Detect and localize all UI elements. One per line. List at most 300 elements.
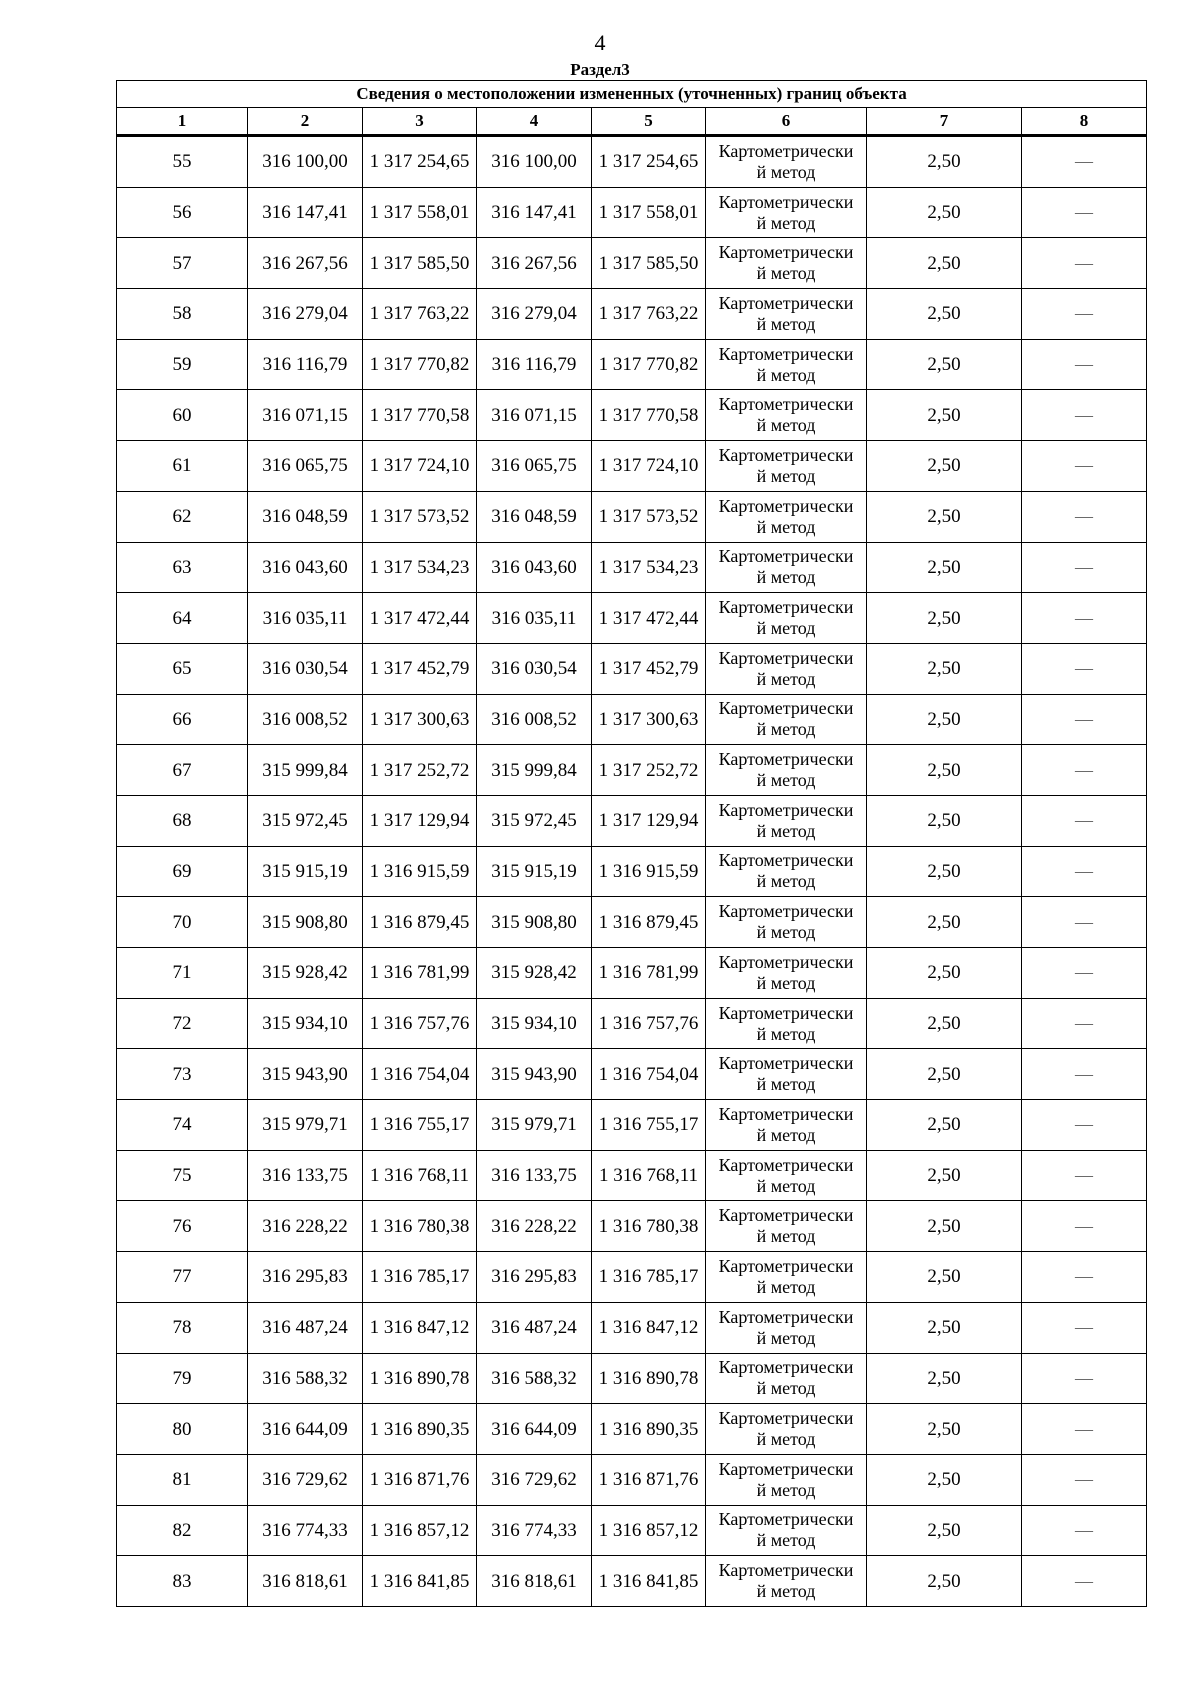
method-cell bbox=[706, 491, 867, 542]
accuracy-cell: 2,50 bbox=[867, 542, 1022, 593]
accuracy-cell: 2,50 bbox=[867, 694, 1022, 745]
method-line-1: Картометрически bbox=[718, 444, 854, 465]
accuracy-cell: 2,50 bbox=[867, 1404, 1022, 1455]
table-row bbox=[117, 1556, 1147, 1607]
x-existing-cell: 315 934,10 bbox=[248, 998, 363, 1049]
method-line-2: й метод bbox=[756, 1479, 816, 1500]
method-line-2: й метод bbox=[756, 922, 816, 943]
x-existing-cell: 316 279,04 bbox=[248, 289, 363, 340]
note-cell: — bbox=[1022, 491, 1147, 542]
x-new-cell: 316 818,61 bbox=[477, 1556, 592, 1607]
y-new-cell: 1 317 534,23 bbox=[592, 542, 706, 593]
table-row bbox=[117, 136, 1147, 188]
table-row bbox=[117, 998, 1147, 1049]
y-existing-cell: 1 317 585,50 bbox=[363, 238, 477, 289]
x-existing-cell: 316 071,15 bbox=[248, 390, 363, 441]
x-existing-cell: 316 228,22 bbox=[248, 1201, 363, 1252]
method-line-1: Картометрически bbox=[718, 1509, 854, 1530]
method-line-1: Картометрически bbox=[718, 1002, 854, 1023]
x-new-cell: 316 116,79 bbox=[477, 339, 592, 390]
y-new-cell: 1 316 857,12 bbox=[592, 1505, 706, 1556]
y-existing-cell: 1 317 724,10 bbox=[363, 441, 477, 492]
method-line-2: й метод bbox=[756, 719, 816, 740]
note-cell: — bbox=[1022, 1049, 1147, 1100]
y-existing-cell: 1 317 129,94 bbox=[363, 795, 477, 846]
table-row bbox=[117, 1150, 1147, 1201]
accuracy-cell: 2,50 bbox=[867, 1100, 1022, 1151]
y-existing-cell: 1 316 847,12 bbox=[363, 1302, 477, 1353]
x-new-cell: 315 908,80 bbox=[477, 897, 592, 948]
method-line-2: й метод bbox=[756, 263, 816, 284]
point-number-cell: 55 bbox=[117, 136, 248, 188]
note-cell: — bbox=[1022, 1100, 1147, 1151]
method-line-2: й метод bbox=[756, 1327, 816, 1348]
method-line-1: Картометрически bbox=[718, 191, 854, 212]
method-line-2: й метод bbox=[756, 1226, 816, 1247]
x-existing-cell: 316 100,00 bbox=[248, 136, 363, 188]
table-row bbox=[117, 1353, 1147, 1404]
column-number-row bbox=[117, 108, 1147, 136]
point-number-cell: 83 bbox=[117, 1556, 248, 1607]
y-existing-cell: 1 316 755,17 bbox=[363, 1100, 477, 1151]
y-new-cell: 1 316 847,12 bbox=[592, 1302, 706, 1353]
method-cell bbox=[706, 1556, 867, 1607]
y-existing-cell: 1 316 890,78 bbox=[363, 1353, 477, 1404]
method-cell bbox=[706, 441, 867, 492]
point-number-cell: 58 bbox=[117, 289, 248, 340]
coordinates-table bbox=[116, 80, 1147, 1607]
method-cell bbox=[706, 643, 867, 694]
method-cell bbox=[706, 795, 867, 846]
y-new-cell: 1 316 781,99 bbox=[592, 948, 706, 999]
method-line-1: Картометрически bbox=[718, 1154, 854, 1175]
x-new-cell: 315 934,10 bbox=[477, 998, 592, 1049]
table-row bbox=[117, 1201, 1147, 1252]
note-cell: — bbox=[1022, 1252, 1147, 1303]
y-existing-cell: 1 316 915,59 bbox=[363, 846, 477, 897]
method-line-1: Картометрически bbox=[718, 799, 854, 820]
y-new-cell: 1 317 300,63 bbox=[592, 694, 706, 745]
point-number-cell: 81 bbox=[117, 1454, 248, 1505]
method-cell bbox=[706, 238, 867, 289]
method-line-1: Картометрически bbox=[718, 647, 854, 668]
note-cell: — bbox=[1022, 846, 1147, 897]
method-line-1: Картометрически bbox=[718, 1053, 854, 1074]
table-row bbox=[117, 897, 1147, 948]
method-line-2: й метод bbox=[756, 1530, 816, 1551]
x-existing-cell: 316 818,61 bbox=[248, 1556, 363, 1607]
method-line-1: Картометрически bbox=[718, 495, 854, 516]
note-cell: — bbox=[1022, 795, 1147, 846]
x-new-cell: 315 999,84 bbox=[477, 745, 592, 796]
note-cell: — bbox=[1022, 897, 1147, 948]
method-line-1: Картометрически bbox=[718, 242, 854, 263]
accuracy-cell: 2,50 bbox=[867, 187, 1022, 238]
method-cell bbox=[706, 897, 867, 948]
note-cell: — bbox=[1022, 643, 1147, 694]
y-new-cell: 1 316 757,76 bbox=[592, 998, 706, 1049]
method-cell bbox=[706, 542, 867, 593]
table-row bbox=[117, 1454, 1147, 1505]
method-line-1: Картометрически bbox=[718, 1458, 854, 1479]
x-existing-cell: 316 030,54 bbox=[248, 643, 363, 694]
y-existing-cell: 1 316 780,38 bbox=[363, 1201, 477, 1252]
table-row bbox=[117, 390, 1147, 441]
y-new-cell: 1 317 585,50 bbox=[592, 238, 706, 289]
method-cell bbox=[706, 1505, 867, 1556]
y-new-cell: 1 316 879,45 bbox=[592, 897, 706, 948]
table-row bbox=[117, 441, 1147, 492]
note-cell: — bbox=[1022, 136, 1147, 188]
accuracy-cell: 2,50 bbox=[867, 1252, 1022, 1303]
table-row bbox=[117, 694, 1147, 745]
y-existing-cell: 1 317 558,01 bbox=[363, 187, 477, 238]
accuracy-cell: 2,50 bbox=[867, 289, 1022, 340]
y-existing-cell: 1 316 879,45 bbox=[363, 897, 477, 948]
x-new-cell: 316 065,75 bbox=[477, 441, 592, 492]
note-cell: — bbox=[1022, 339, 1147, 390]
note-cell: — bbox=[1022, 542, 1147, 593]
method-line-2: й метод bbox=[756, 820, 816, 841]
accuracy-cell: 2,50 bbox=[867, 1556, 1022, 1607]
method-cell bbox=[706, 846, 867, 897]
table-row bbox=[117, 948, 1147, 999]
note-cell: — bbox=[1022, 593, 1147, 644]
table-row bbox=[117, 795, 1147, 846]
page-number: 4 bbox=[594, 30, 606, 55]
y-new-cell: 1 317 770,58 bbox=[592, 390, 706, 441]
x-existing-cell: 316 295,83 bbox=[248, 1252, 363, 1303]
x-existing-cell: 315 999,84 bbox=[248, 745, 363, 796]
note-cell: — bbox=[1022, 1404, 1147, 1455]
method-cell bbox=[706, 1302, 867, 1353]
point-number-cell: 66 bbox=[117, 694, 248, 745]
method-cell bbox=[706, 1404, 867, 1455]
x-existing-cell: 316 774,33 bbox=[248, 1505, 363, 1556]
method-line-1: Картометрически bbox=[718, 850, 854, 871]
point-number-cell: 62 bbox=[117, 491, 248, 542]
x-new-cell: 316 774,33 bbox=[477, 1505, 592, 1556]
method-line-1: Картометрически bbox=[718, 140, 854, 161]
note-cell: — bbox=[1022, 745, 1147, 796]
table-row bbox=[117, 1100, 1147, 1151]
point-number-cell: 76 bbox=[117, 1201, 248, 1252]
point-number-cell: 74 bbox=[117, 1100, 248, 1151]
y-existing-cell: 1 317 770,82 bbox=[363, 339, 477, 390]
x-existing-cell: 316 487,24 bbox=[248, 1302, 363, 1353]
accuracy-cell: 2,50 bbox=[867, 593, 1022, 644]
method-line-1: Картометрически bbox=[718, 343, 854, 364]
method-line-1: Картометрически bbox=[718, 749, 854, 770]
y-existing-cell: 1 316 781,99 bbox=[363, 948, 477, 999]
x-existing-cell: 315 908,80 bbox=[248, 897, 363, 948]
point-number-cell: 72 bbox=[117, 998, 248, 1049]
x-new-cell: 316 008,52 bbox=[477, 694, 592, 745]
y-existing-cell: 1 316 841,85 bbox=[363, 1556, 477, 1607]
note-cell: — bbox=[1022, 1556, 1147, 1607]
y-new-cell: 1 317 252,72 bbox=[592, 745, 706, 796]
accuracy-cell: 2,50 bbox=[867, 339, 1022, 390]
accuracy-cell: 2,50 bbox=[867, 441, 1022, 492]
x-existing-cell: 316 043,60 bbox=[248, 542, 363, 593]
method-cell bbox=[706, 390, 867, 441]
note-cell: — bbox=[1022, 1302, 1147, 1353]
y-existing-cell: 1 317 452,79 bbox=[363, 643, 477, 694]
y-new-cell: 1 317 770,82 bbox=[592, 339, 706, 390]
x-existing-cell: 315 972,45 bbox=[248, 795, 363, 846]
table-row bbox=[117, 238, 1147, 289]
point-number-cell: 77 bbox=[117, 1252, 248, 1303]
y-new-cell: 1 316 754,04 bbox=[592, 1049, 706, 1100]
note-cell: — bbox=[1022, 948, 1147, 999]
x-existing-cell: 316 048,59 bbox=[248, 491, 363, 542]
x-new-cell: 316 048,59 bbox=[477, 491, 592, 542]
note-cell: — bbox=[1022, 1353, 1147, 1404]
point-number-cell: 56 bbox=[117, 187, 248, 238]
y-existing-cell: 1 317 763,22 bbox=[363, 289, 477, 340]
table-row bbox=[117, 846, 1147, 897]
point-number-cell: 71 bbox=[117, 948, 248, 999]
point-number-cell: 79 bbox=[117, 1353, 248, 1404]
x-existing-cell: 316 588,32 bbox=[248, 1353, 363, 1404]
method-line-2: й метод bbox=[756, 668, 816, 689]
x-existing-cell: 315 928,42 bbox=[248, 948, 363, 999]
y-existing-cell: 1 316 757,76 bbox=[363, 998, 477, 1049]
accuracy-cell: 2,50 bbox=[867, 491, 1022, 542]
y-existing-cell: 1 317 252,72 bbox=[363, 745, 477, 796]
method-line-1: Картометрически bbox=[718, 1408, 854, 1429]
table-row bbox=[117, 187, 1147, 238]
x-existing-cell: 316 116,79 bbox=[248, 339, 363, 390]
table-row bbox=[117, 1049, 1147, 1100]
method-line-1: Картометрически bbox=[718, 901, 854, 922]
x-new-cell: 316 071,15 bbox=[477, 390, 592, 441]
point-number-cell: 78 bbox=[117, 1302, 248, 1353]
accuracy-cell: 2,50 bbox=[867, 1454, 1022, 1505]
method-line-2: й метод bbox=[756, 313, 816, 334]
method-line-2: й метод bbox=[756, 1378, 816, 1399]
x-existing-cell: 315 979,71 bbox=[248, 1100, 363, 1151]
accuracy-cell: 2,50 bbox=[867, 1049, 1022, 1100]
accuracy-cell: 2,50 bbox=[867, 643, 1022, 694]
column-number-6: 6 bbox=[706, 108, 867, 136]
method-line-1: Картометрически bbox=[718, 1357, 854, 1378]
method-line-2: й метод bbox=[756, 1429, 816, 1450]
method-line-2: й метод bbox=[756, 1581, 816, 1602]
method-cell bbox=[706, 593, 867, 644]
note-cell: — bbox=[1022, 694, 1147, 745]
y-new-cell: 1 316 890,78 bbox=[592, 1353, 706, 1404]
column-number-5: 5 bbox=[592, 108, 706, 136]
method-line-1: Картометрически bbox=[718, 951, 854, 972]
method-cell bbox=[706, 998, 867, 1049]
point-number-cell: 59 bbox=[117, 339, 248, 390]
column-number-4: 4 bbox=[477, 108, 592, 136]
x-existing-cell: 316 008,52 bbox=[248, 694, 363, 745]
column-number-1: 1 bbox=[117, 108, 248, 136]
note-cell: — bbox=[1022, 998, 1147, 1049]
y-new-cell: 1 317 573,52 bbox=[592, 491, 706, 542]
y-new-cell: 1 316 915,59 bbox=[592, 846, 706, 897]
y-new-cell: 1 316 890,35 bbox=[592, 1404, 706, 1455]
method-line-1: Картометрически bbox=[718, 1205, 854, 1226]
x-new-cell: 316 729,62 bbox=[477, 1454, 592, 1505]
method-cell bbox=[706, 339, 867, 390]
accuracy-cell: 2,50 bbox=[867, 998, 1022, 1049]
method-line-2: й метод bbox=[756, 1023, 816, 1044]
x-existing-cell: 316 065,75 bbox=[248, 441, 363, 492]
point-number-cell: 70 bbox=[117, 897, 248, 948]
point-number-cell: 57 bbox=[117, 238, 248, 289]
point-number-cell: 63 bbox=[117, 542, 248, 593]
method-cell bbox=[706, 948, 867, 999]
column-number-2: 2 bbox=[248, 108, 363, 136]
note-cell: — bbox=[1022, 441, 1147, 492]
method-line-2: й метод bbox=[756, 871, 816, 892]
column-number-3: 3 bbox=[363, 108, 477, 136]
method-cell bbox=[706, 694, 867, 745]
x-new-cell: 316 279,04 bbox=[477, 289, 592, 340]
table-row bbox=[117, 542, 1147, 593]
accuracy-cell: 2,50 bbox=[867, 846, 1022, 897]
accuracy-cell: 2,50 bbox=[867, 1201, 1022, 1252]
note-cell: — bbox=[1022, 1150, 1147, 1201]
y-new-cell: 1 317 129,94 bbox=[592, 795, 706, 846]
method-cell bbox=[706, 745, 867, 796]
accuracy-cell: 2,50 bbox=[867, 390, 1022, 441]
method-line-1: Картометрически bbox=[718, 292, 854, 313]
method-line-2: й метод bbox=[756, 1175, 816, 1196]
method-line-1: Картометрически bbox=[718, 698, 854, 719]
method-cell bbox=[706, 1150, 867, 1201]
y-new-cell: 1 316 785,17 bbox=[592, 1252, 706, 1303]
method-cell bbox=[706, 1201, 867, 1252]
y-existing-cell: 1 317 472,44 bbox=[363, 593, 477, 644]
method-line-1: Картометрически bbox=[718, 597, 854, 618]
method-line-1: Картометрически bbox=[718, 394, 854, 415]
x-existing-cell: 316 035,11 bbox=[248, 593, 363, 644]
y-existing-cell: 1 316 768,11 bbox=[363, 1150, 477, 1201]
column-number-8: 8 bbox=[1022, 108, 1147, 136]
point-number-cell: 80 bbox=[117, 1404, 248, 1455]
point-number-cell: 65 bbox=[117, 643, 248, 694]
x-new-cell: 316 100,00 bbox=[477, 136, 592, 188]
method-line-1: Картометрически bbox=[718, 1103, 854, 1124]
y-new-cell: 1 317 724,10 bbox=[592, 441, 706, 492]
x-new-cell: 316 267,56 bbox=[477, 238, 592, 289]
y-new-cell: 1 316 755,17 bbox=[592, 1100, 706, 1151]
table-row bbox=[117, 339, 1147, 390]
y-new-cell: 1 316 768,11 bbox=[592, 1150, 706, 1201]
method-line-1: Картометрически bbox=[718, 546, 854, 567]
y-new-cell: 1 317 452,79 bbox=[592, 643, 706, 694]
method-line-1: Картометрически bbox=[718, 1306, 854, 1327]
x-existing-cell: 315 915,19 bbox=[248, 846, 363, 897]
table-row bbox=[117, 1252, 1147, 1303]
method-line-2: й метод bbox=[756, 516, 816, 537]
method-line-2: й метод bbox=[756, 618, 816, 639]
point-number-cell: 60 bbox=[117, 390, 248, 441]
y-existing-cell: 1 316 785,17 bbox=[363, 1252, 477, 1303]
note-cell: — bbox=[1022, 1505, 1147, 1556]
point-number-cell: 82 bbox=[117, 1505, 248, 1556]
note-cell: — bbox=[1022, 390, 1147, 441]
x-existing-cell: 316 133,75 bbox=[248, 1150, 363, 1201]
table-row bbox=[117, 289, 1147, 340]
y-new-cell: 1 316 780,38 bbox=[592, 1201, 706, 1252]
method-line-1: Картометрически bbox=[718, 1255, 854, 1276]
y-existing-cell: 1 317 573,52 bbox=[363, 491, 477, 542]
y-new-cell: 1 317 558,01 bbox=[592, 187, 706, 238]
table-row bbox=[117, 491, 1147, 542]
y-existing-cell: 1 317 770,58 bbox=[363, 390, 477, 441]
y-new-cell: 1 317 472,44 bbox=[592, 593, 706, 644]
note-cell: — bbox=[1022, 289, 1147, 340]
x-new-cell: 316 043,60 bbox=[477, 542, 592, 593]
section-title: Раздел3 bbox=[570, 60, 630, 79]
method-cell bbox=[706, 136, 867, 188]
method-cell bbox=[706, 289, 867, 340]
column-number-7: 7 bbox=[867, 108, 1022, 136]
method-line-2: й метод bbox=[756, 212, 816, 233]
table-row bbox=[117, 745, 1147, 796]
method-line-2: й метод bbox=[756, 161, 816, 182]
x-existing-cell: 315 943,90 bbox=[248, 1049, 363, 1100]
method-line-1: Картометрически bbox=[718, 1560, 854, 1581]
table-row bbox=[117, 1505, 1147, 1556]
y-new-cell: 1 316 841,85 bbox=[592, 1556, 706, 1607]
method-line-2: й метод bbox=[756, 415, 816, 436]
x-new-cell: 315 915,19 bbox=[477, 846, 592, 897]
accuracy-cell: 2,50 bbox=[867, 238, 1022, 289]
accuracy-cell: 2,50 bbox=[867, 795, 1022, 846]
y-new-cell: 1 317 763,22 bbox=[592, 289, 706, 340]
note-cell: — bbox=[1022, 187, 1147, 238]
x-existing-cell: 316 267,56 bbox=[248, 238, 363, 289]
table-row bbox=[117, 1404, 1147, 1455]
accuracy-cell: 2,50 bbox=[867, 897, 1022, 948]
y-existing-cell: 1 317 534,23 bbox=[363, 542, 477, 593]
note-cell: — bbox=[1022, 1201, 1147, 1252]
method-line-2: й метод bbox=[756, 770, 816, 791]
note-cell: — bbox=[1022, 1454, 1147, 1505]
accuracy-cell: 2,50 bbox=[867, 1150, 1022, 1201]
point-number-cell: 68 bbox=[117, 795, 248, 846]
x-new-cell: 316 030,54 bbox=[477, 643, 592, 694]
note-cell: — bbox=[1022, 238, 1147, 289]
table-body bbox=[117, 136, 1147, 1607]
x-new-cell: 316 147,41 bbox=[477, 187, 592, 238]
y-existing-cell: 1 317 300,63 bbox=[363, 694, 477, 745]
x-new-cell: 315 972,45 bbox=[477, 795, 592, 846]
y-existing-cell: 1 316 871,76 bbox=[363, 1454, 477, 1505]
accuracy-cell: 2,50 bbox=[867, 136, 1022, 188]
x-new-cell: 316 295,83 bbox=[477, 1252, 592, 1303]
accuracy-cell: 2,50 bbox=[867, 1505, 1022, 1556]
method-cell bbox=[706, 1252, 867, 1303]
point-number-cell: 61 bbox=[117, 441, 248, 492]
x-new-cell: 316 133,75 bbox=[477, 1150, 592, 1201]
x-existing-cell: 316 729,62 bbox=[248, 1454, 363, 1505]
method-line-2: й метод bbox=[756, 972, 816, 993]
x-new-cell: 316 644,09 bbox=[477, 1404, 592, 1455]
method-line-2: й метод bbox=[756, 1276, 816, 1297]
x-new-cell: 316 487,24 bbox=[477, 1302, 592, 1353]
x-existing-cell: 316 147,41 bbox=[248, 187, 363, 238]
y-new-cell: 1 317 254,65 bbox=[592, 136, 706, 188]
method-cell bbox=[706, 1353, 867, 1404]
method-line-2: й метод bbox=[756, 1124, 816, 1145]
